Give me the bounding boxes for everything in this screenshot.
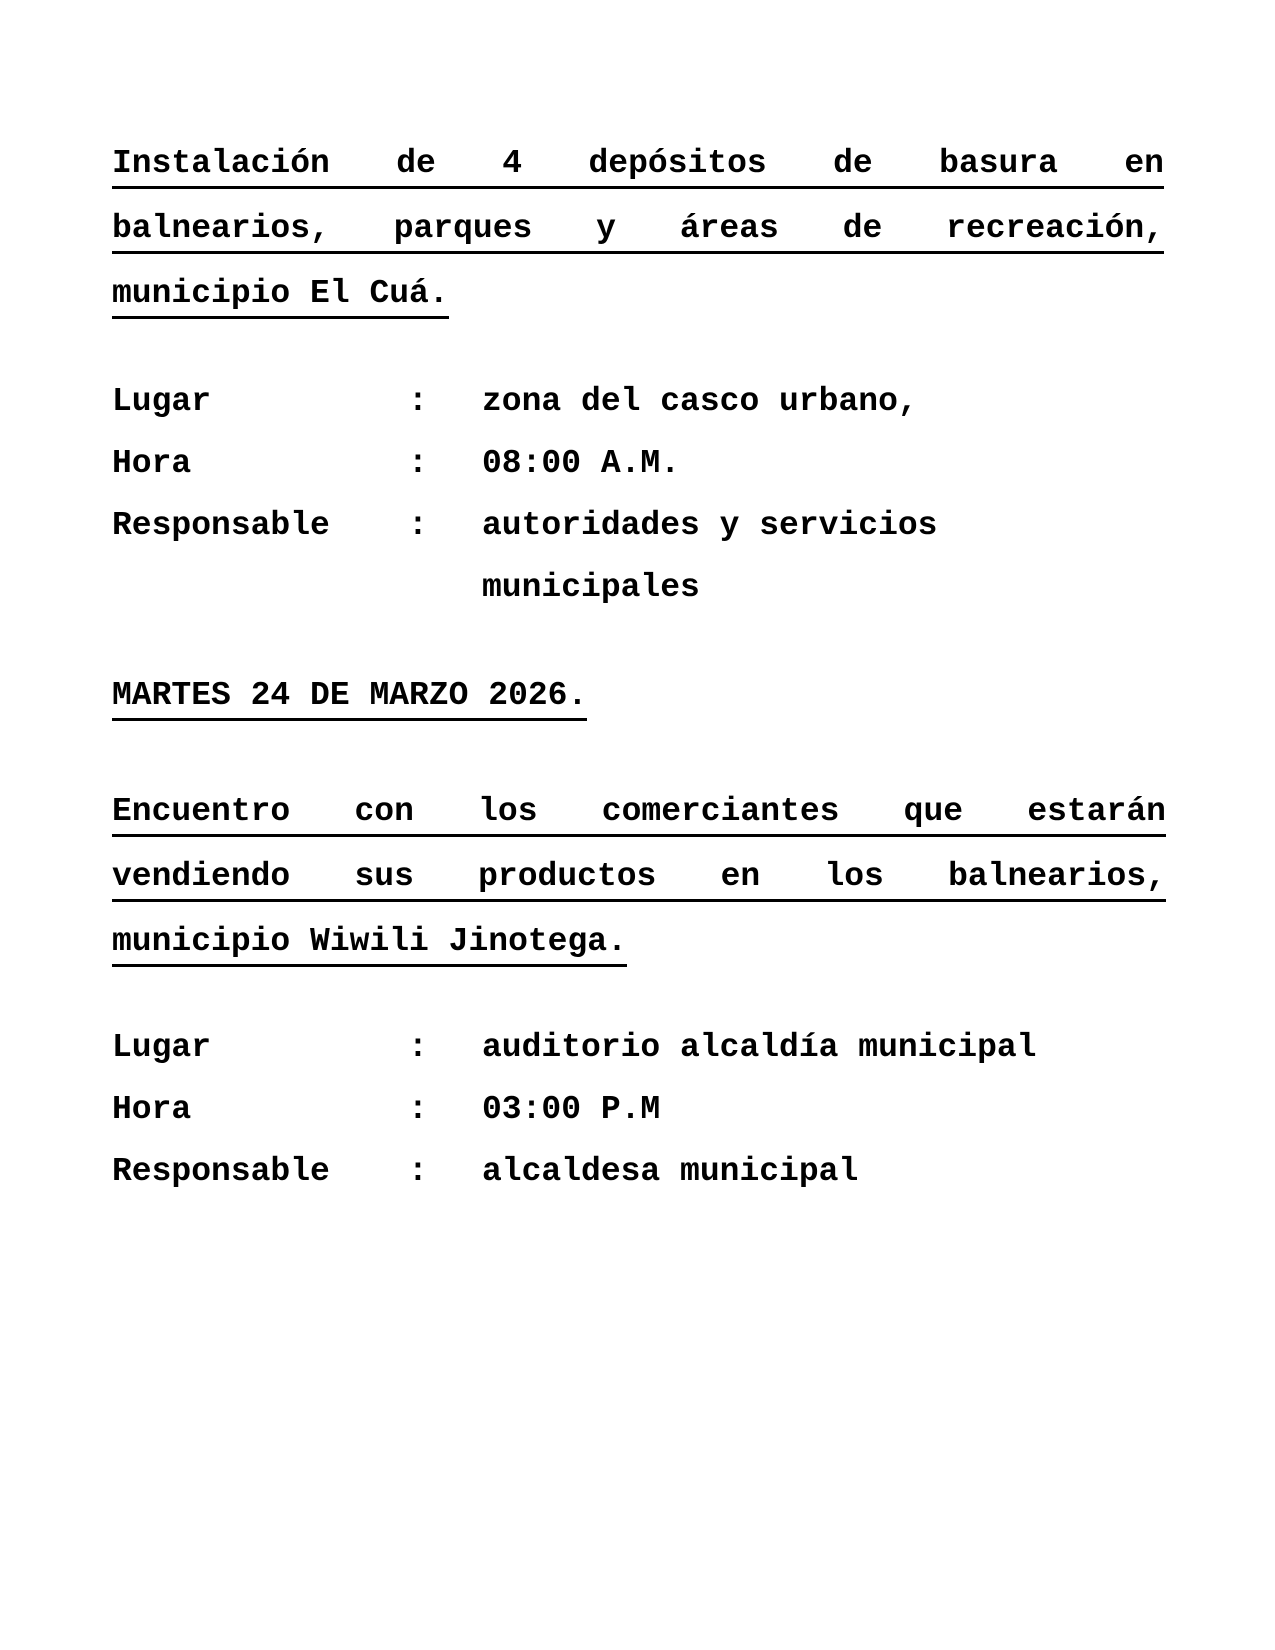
detail-value: 03:00 P.M bbox=[482, 1091, 661, 1128]
detail-label: Hora bbox=[112, 445, 192, 482]
heading-line: balnearios, parques y áreas de recreación, bbox=[112, 207, 1164, 254]
detail-label: Responsable bbox=[112, 1153, 330, 1190]
heading-line: vendiendo sus productos en los balnearios, bbox=[112, 855, 1166, 902]
detail-value: zona del casco urbano, bbox=[482, 383, 918, 420]
detail-label: Hora bbox=[112, 1091, 192, 1128]
heading-line: municipio El Cuá. bbox=[112, 272, 449, 319]
detail-label: Responsable bbox=[112, 507, 330, 544]
activity-heading-2 bbox=[112, 790, 1166, 967]
detail-value: auditorio alcaldía municipal bbox=[482, 1029, 1037, 1066]
heading-line: Instalación de 4 depósitos de basura en bbox=[112, 142, 1164, 189]
detail-value: alcaldesa municipal bbox=[482, 1153, 859, 1190]
detail-colon: : bbox=[408, 383, 428, 420]
detail-value: municipales bbox=[482, 569, 700, 606]
detail-colon: : bbox=[408, 1029, 428, 1066]
activity-heading-1 bbox=[112, 142, 1164, 319]
heading-line: Encuentro con los comerciantes que estarán bbox=[112, 790, 1166, 837]
detail-colon: : bbox=[408, 507, 428, 544]
detail-label: Lugar bbox=[112, 1029, 212, 1066]
detail-colon: : bbox=[408, 1153, 428, 1190]
detail-label: Lugar bbox=[112, 383, 212, 420]
detail-value: autoridades y servicios bbox=[482, 507, 938, 544]
date-heading: MARTES 24 DE MARZO 2026. bbox=[112, 674, 587, 721]
detail-colon: : bbox=[408, 445, 428, 482]
detail-colon: : bbox=[408, 1091, 428, 1128]
heading-line: municipio Wiwili Jinotega. bbox=[112, 920, 627, 967]
detail-value: 08:00 A.M. bbox=[482, 445, 681, 482]
